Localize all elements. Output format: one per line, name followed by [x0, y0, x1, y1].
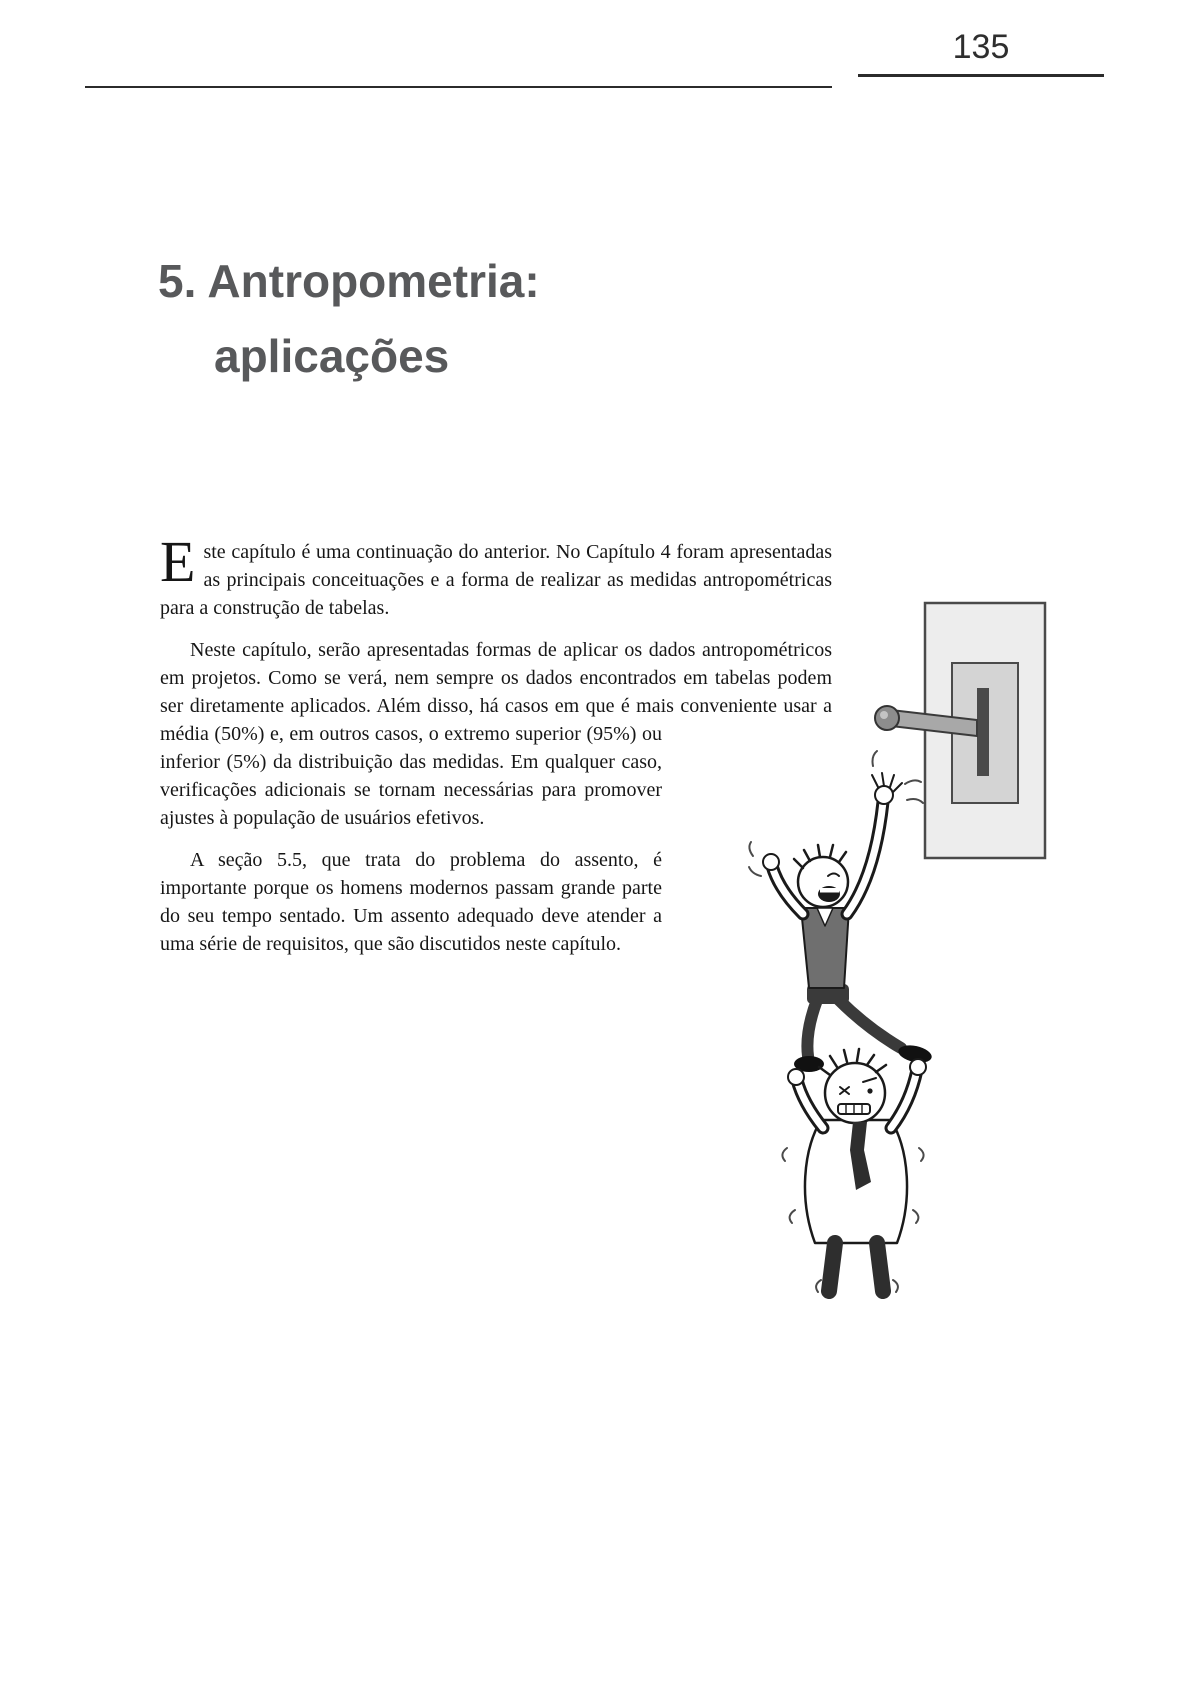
paragraph-1-text: ste capítulo é uma continuação do anterior. No Capítulo 4 foram apresentadas as principais conceituações e a forma de realizar as medidas antropométricas para a construção de tabelas. [160, 541, 832, 619]
dropcap-E: E [160, 529, 196, 594]
paragraph-2-text: Neste capítulo, serão apresentadas formas de aplicar os dados antropométricos em projetos. Como se verá, nem sempre os dados encontrados em tabelas podem ser diretamente aplicados. Além disso, há casos em que é mais conveniente usar a média (50%) e, em outros casos, o extremo superior (95%) ou inferior (5%) da distribuição das medidas. Em qualquer caso, verificações adicionais se tornam necessárias para promover ajustes à população de usuários efetivos. [160, 639, 832, 829]
illustration [625, 588, 1065, 1303]
door-handle-knob [875, 706, 899, 730]
paragraph-3-text: A seção 5.5, que trata do problema do assento, é importante porque os homens modernos passam grande parte do seu tempo sentado. Um assento adequado deve atender a uma série de requisitos, que são discutidos neste capítulo. [160, 849, 662, 955]
motion-lines [749, 842, 761, 876]
door-panel [875, 603, 1045, 858]
chapter-title-line2: aplicações [214, 329, 450, 382]
page-number-rule [858, 74, 1104, 77]
chapter-title-line1: 5. Antropometria: [158, 255, 540, 307]
chapter-title [158, 244, 540, 393]
page-number: 135 [952, 28, 1010, 66]
header-rule [85, 86, 832, 88]
reaching-man [749, 751, 933, 1072]
supporting-man [782, 1049, 926, 1292]
illustration-svg [625, 588, 1065, 1303]
